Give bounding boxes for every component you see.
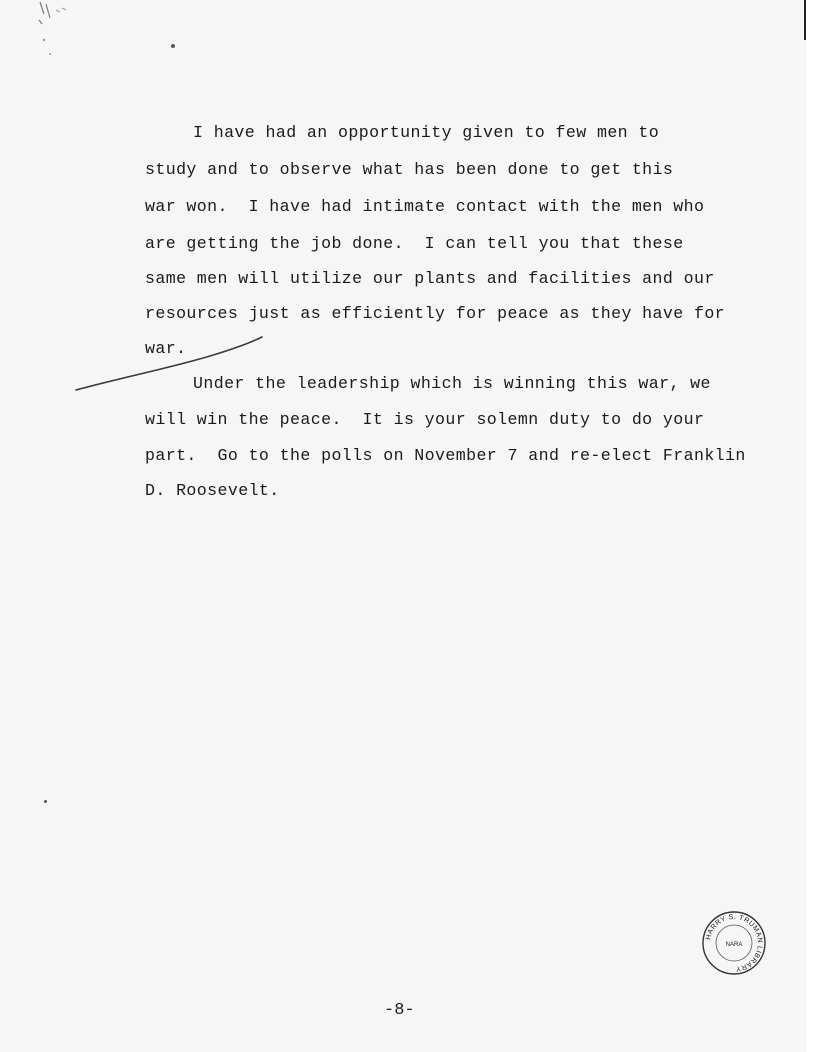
text-line: war. [145, 339, 187, 358]
page-number: -8- [384, 1001, 415, 1020]
stamp-inner-text: NARA [725, 942, 743, 948]
text-line: resources just as efficiently for peace as they have for [145, 304, 726, 323]
text-line: are getting the job done. I can tell you that these [145, 234, 684, 253]
text-line: Under the leadership which is winning this war, we [193, 374, 711, 393]
text-line: study and to observe what has been done to get this [145, 160, 674, 179]
text-line: I have had an opportunity given to few men to [193, 123, 660, 142]
text-line: part. Go to the polls on November 7 and re-elect Franklin [145, 446, 746, 465]
paper-speck [44, 800, 47, 803]
pen-stroke-mark [0, 0, 815, 400]
text-line: will win the peace. It is your solemn duty to do your [145, 410, 705, 429]
text-line: same men will utilize our plants and facilities and our [145, 269, 715, 288]
text-line: war won. I have had intimate contact with the men who [145, 197, 705, 216]
text-line: D. Roosevelt. [145, 481, 280, 500]
stamp-outer-text: HARRY S. TRUMAN LIBRARY [705, 913, 764, 973]
